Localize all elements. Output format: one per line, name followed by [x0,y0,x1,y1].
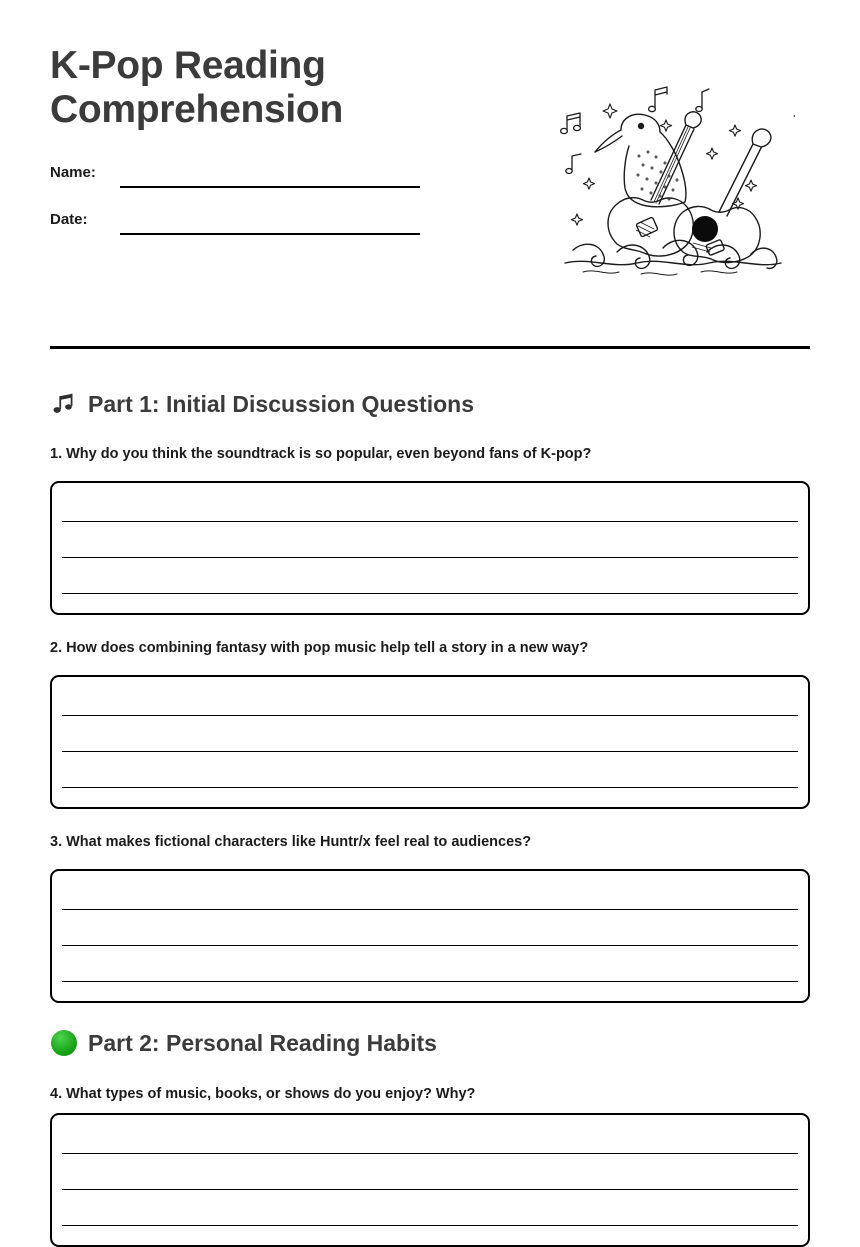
answer-line [62,981,798,982]
acoustic-guitar-icon [608,112,701,256]
section-heading-part-1 [50,388,474,420]
kiwi-bird-with-guitars-illustration [555,72,795,277]
answer-line [62,715,798,716]
green-circle-icon [50,1029,78,1057]
date-input-line[interactable] [120,233,420,235]
answer-line [62,1153,798,1154]
answer-line [62,593,798,594]
question-3-text: 3. What makes fictional characters like Huntr/x feel real to audiences? [50,834,532,850]
answer-box-question-1[interactable] [50,481,810,615]
date-field-row [50,211,430,241]
name-field-row [50,164,430,194]
answer-box-question-3[interactable] [50,869,810,1003]
answer-line [62,787,798,788]
date-field-label: Date: [50,211,88,228]
answer-box-question-2[interactable] [50,675,810,809]
question-1-text: 1. Why do you think the soundtrack is so popular, even beyond fans of K-pop? [50,446,592,462]
music-note-icon [561,113,581,134]
header-divider [50,346,810,349]
waves-icon [565,240,781,275]
page-title: K-Pop Reading Comprehension [50,44,343,131]
music-note-icon [566,154,581,174]
answer-line [62,1189,798,1190]
name-field-label: Name: [50,164,96,181]
question-4-text: 4. What types of music, books, or shows do you enjoy? Why? [50,1086,476,1102]
section-title-part-1: Part 1: Initial Discussion Questions [88,390,474,417]
music-notes-icon [50,390,78,418]
answer-line [62,751,798,752]
answer-line [62,945,798,946]
music-note-icon [696,89,709,112]
answer-line [62,909,798,910]
answer-line [62,1225,798,1226]
section-heading-part-2 [50,1027,437,1059]
kiwi-bird-icon [595,114,686,207]
question-2-text: 2. How does combining fantasy with pop music help tell a story in a new way? [50,640,589,656]
name-input-line[interactable] [120,186,420,188]
music-note-icon [649,87,667,112]
section-title-part-2: Part 2: Personal Reading Habits [88,1029,437,1056]
answer-line [62,557,798,558]
answer-box-question-4[interactable] [50,1113,810,1247]
sparkle-icon [571,104,795,225]
answer-line [62,521,798,522]
